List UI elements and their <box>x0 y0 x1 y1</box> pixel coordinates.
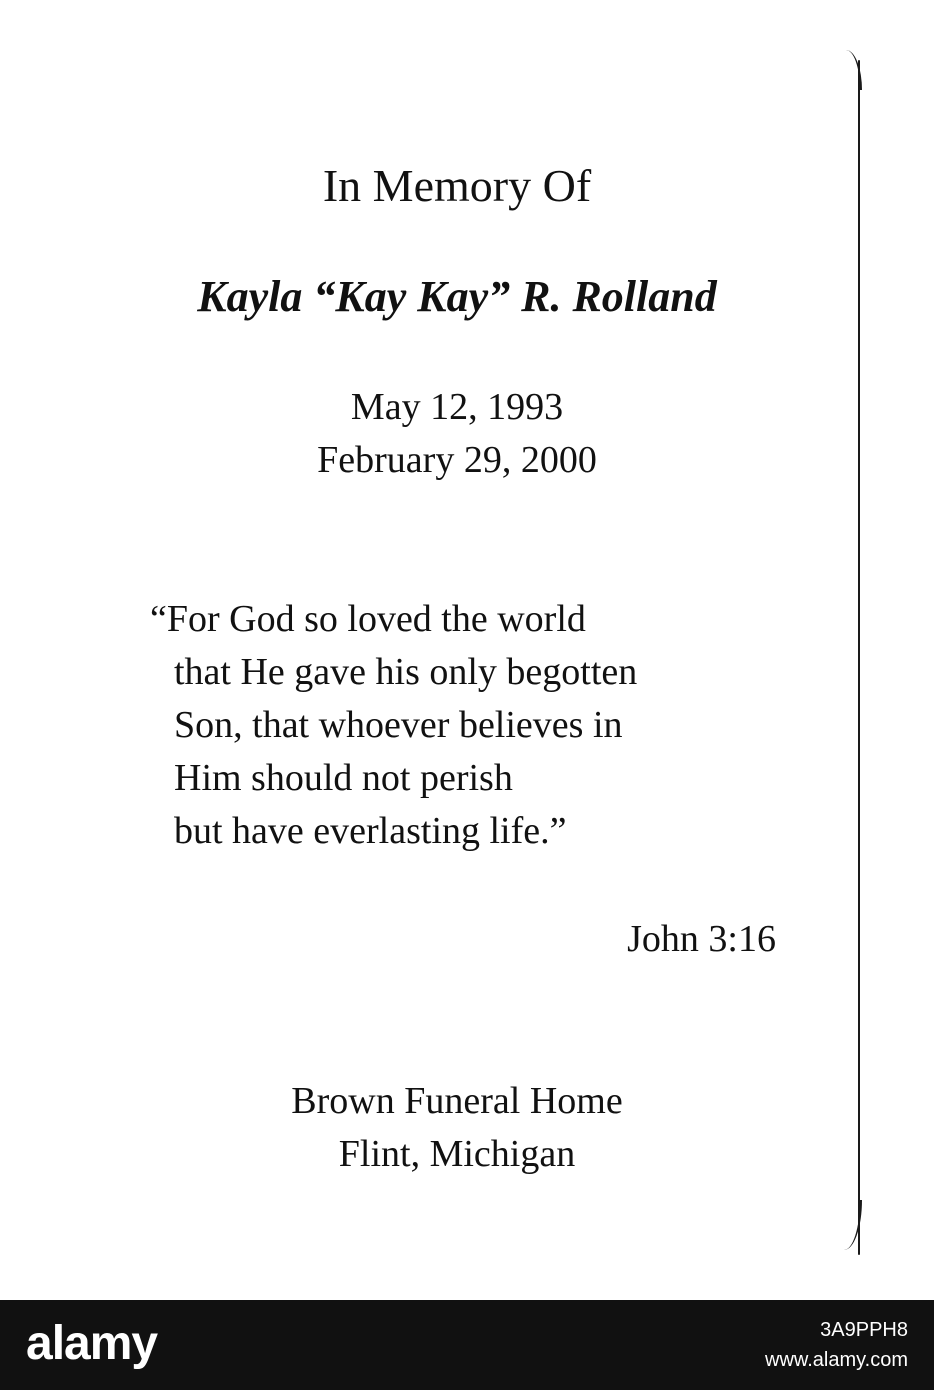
card-edge-line <box>858 60 860 1255</box>
death-date: February 29, 2000 <box>317 439 597 481</box>
site-url: www.alamy.com <box>765 1349 908 1371</box>
deceased-name: Kayla “Kay Kay” R. Rolland <box>197 272 717 321</box>
image-id: 3A9PPH8 <box>820 1319 908 1341</box>
verse-line: “For God so loved the world <box>150 598 586 640</box>
scripture-citation: John 3:16 <box>627 918 776 960</box>
scripture-verse <box>150 593 637 858</box>
funeral-home-location: Flint, Michigan <box>338 1133 576 1175</box>
memorial-heading: In Memory Of <box>322 160 592 211</box>
verse-line: Him should not perish <box>174 757 513 799</box>
funeral-home-name: Brown Funeral Home <box>291 1080 623 1122</box>
verse-line: that He gave his only begotten <box>174 651 638 693</box>
verse-line: Son, that whoever believes in <box>174 704 623 746</box>
card-edge-curve-top <box>846 50 862 90</box>
verse-line: but have everlasting life.” <box>174 810 567 852</box>
birth-date: May 12, 1993 <box>350 386 564 428</box>
brand-logo: alamy <box>26 1317 158 1370</box>
